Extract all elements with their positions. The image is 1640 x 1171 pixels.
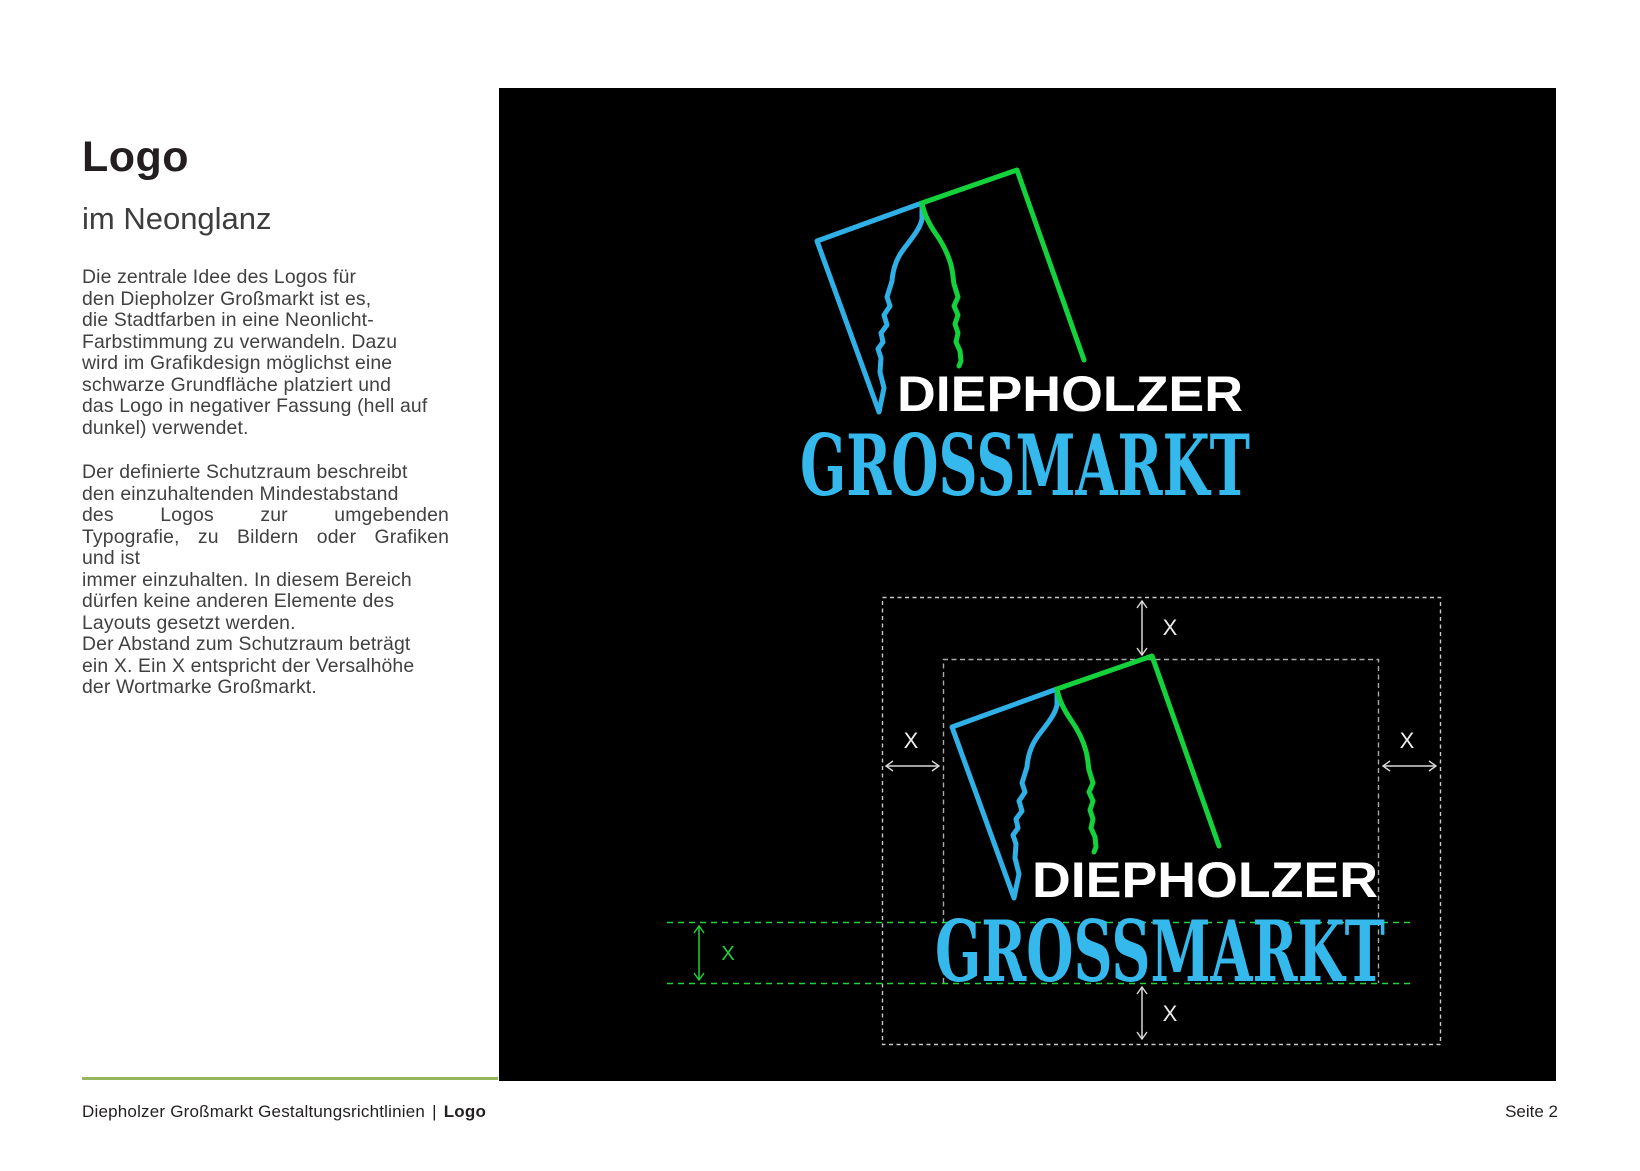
footer	[82, 1102, 486, 1122]
text-line: schwarze Grundfläche platziert und	[82, 373, 392, 396]
x-label-bottom: X	[1162, 1001, 1178, 1026]
text-line: dunkel) verwendet.	[82, 416, 249, 439]
left-text-column	[82, 0, 449, 699]
footer-section: Logo	[443, 1102, 487, 1121]
text-line: immer einzuhalten. In diesem Bereich	[82, 568, 412, 591]
text-line: die Stadtfarben in eine Neonlicht-	[82, 309, 374, 332]
logo-artwork: DIEPHOLZER GROSSMARKT X X X X X	[499, 88, 1556, 1081]
page-number: Seite 2	[1505, 1102, 1558, 1121]
page-title: Logo	[82, 133, 190, 181]
footer-separator: |	[432, 1102, 437, 1121]
x-label-top: X	[1162, 615, 1178, 640]
footer-doc-title: Diepholzer Großmarkt Gestaltungsrichtlinien	[82, 1102, 426, 1121]
text-line: ein X. Ein X entspricht der Versalhöhe	[82, 654, 415, 677]
paragraph-clearance	[82, 462, 449, 699]
text-line: wird im Grafikdesign möglichst eine	[82, 352, 393, 375]
text-line: Der Abstand zum Schutzraum beträgt	[82, 633, 411, 656]
page-subtitle: im Neonglanz	[82, 201, 272, 236]
clearance-logo	[935, 656, 1385, 1001]
x-label-capheight-green: X	[721, 943, 735, 965]
x-label-left: X	[903, 728, 919, 753]
x-label-right: X	[1399, 728, 1415, 753]
text-line: den einzuhaltenden Mindestabstand	[82, 482, 399, 505]
text-line: den Diepholzer Großmarkt ist es,	[82, 287, 372, 310]
paragraph-concept	[82, 267, 449, 439]
text-line: Farbstimmung zu verwandeln. Dazu	[82, 330, 398, 353]
logo-display-panel	[499, 88, 1556, 1081]
hero-logo	[800, 170, 1250, 515]
text-line: des Logos zur umgebenden	[82, 504, 449, 527]
text-line: das Logo in negativer Fassung (hell auf	[82, 395, 428, 418]
text-line: Die zentrale Idee des Logos für	[82, 266, 357, 289]
text-line: dürfen keine anderen Elemente des	[82, 590, 395, 613]
text-line: Typografie, zu Bildern oder Grafiken	[82, 525, 449, 548]
footer-rule	[82, 1077, 498, 1080]
text-line: der Wortmarke Großmarkt.	[82, 676, 317, 699]
text-line: Layouts gesetzt werden.	[82, 611, 296, 634]
text-line: und ist	[82, 547, 141, 570]
text-line: Der definierte Schutzraum beschreibt	[82, 461, 408, 484]
